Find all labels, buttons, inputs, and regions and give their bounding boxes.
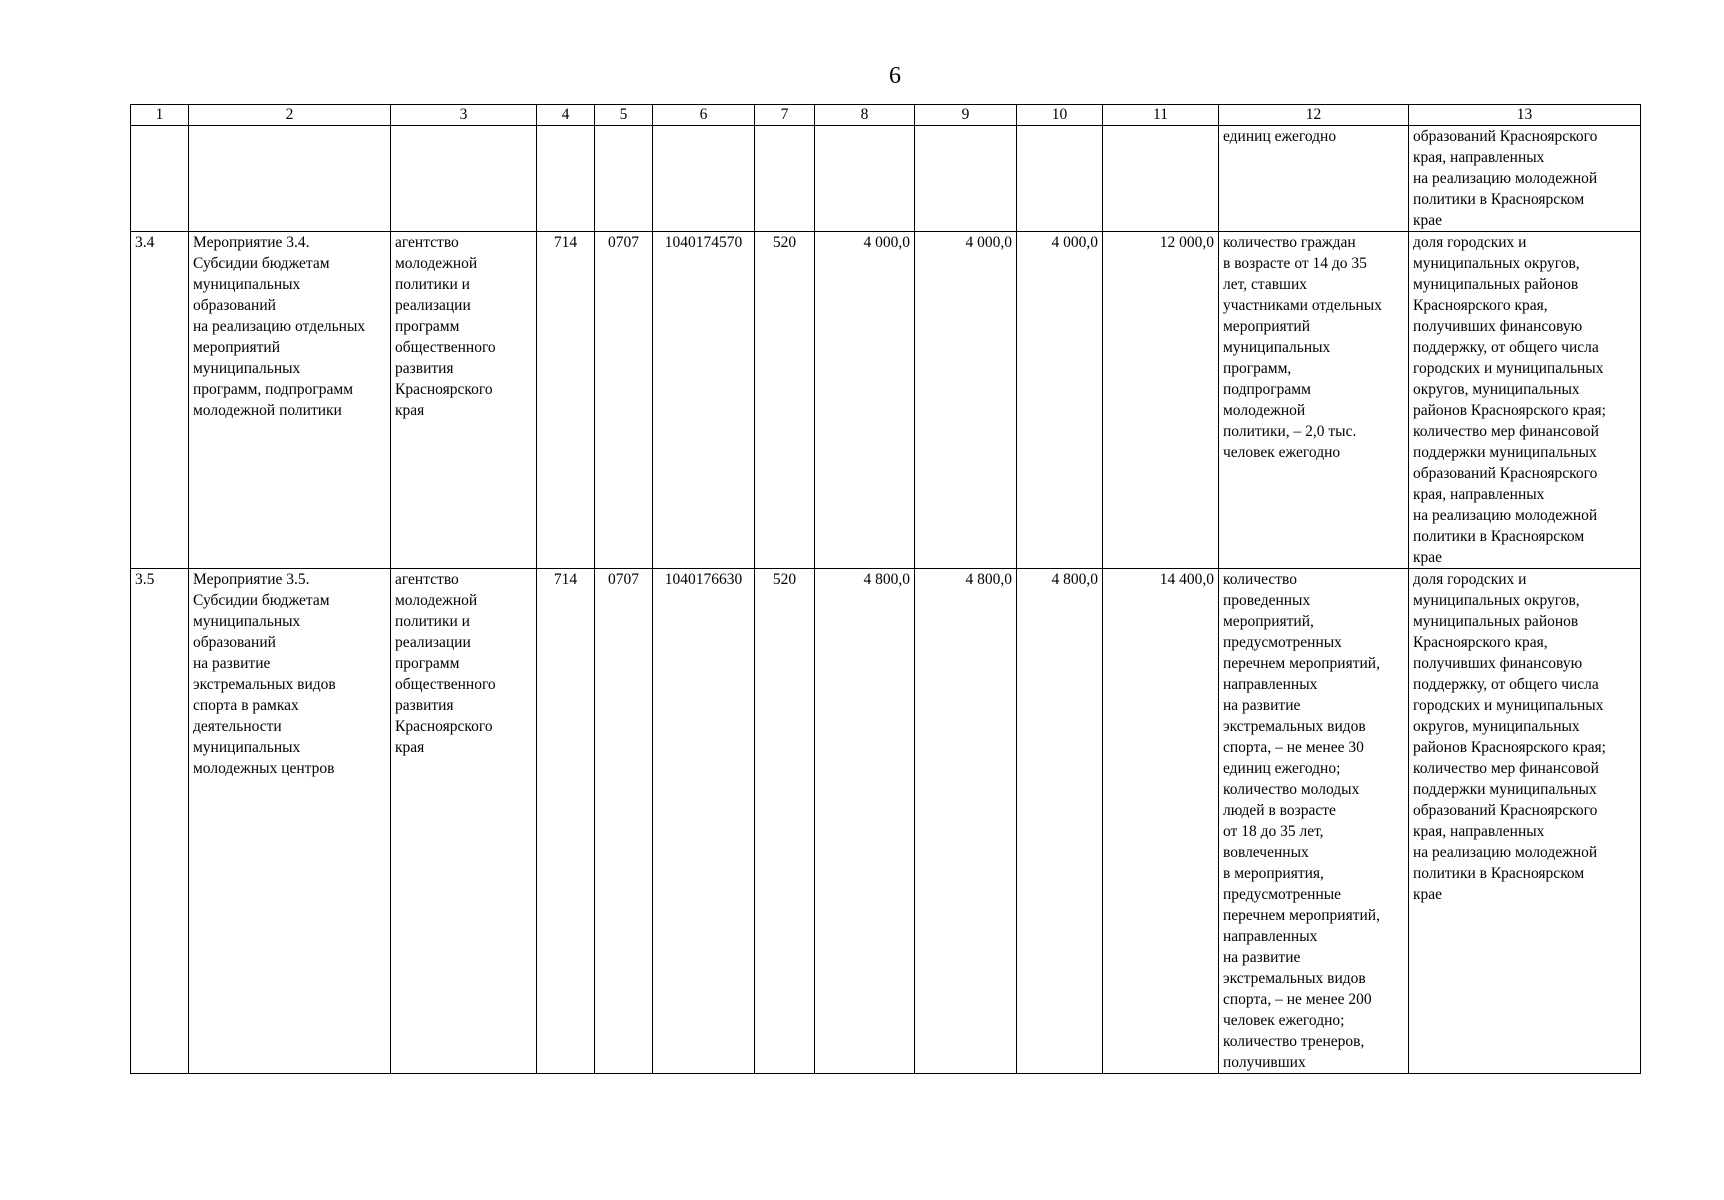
grbs-code-cell: 714: [537, 569, 595, 1074]
column-number-cell: 10: [1017, 105, 1103, 126]
program-measures-table: [130, 104, 1641, 1074]
table-row: [131, 569, 1641, 1074]
expense-type-cell: 520: [755, 569, 815, 1074]
target-indicator-cell: доля городских и муниципальных округов, муниципальных районов Красноярского края, получивших финансовую поддержку, от общего числа городских и муниципальных округов, муниципальных районов Красноярского края; количество мер финансовой поддержки муниципальных образований Красноярского края, направленных на реализацию молодежной политики в Красноярском крае: [1409, 569, 1641, 1074]
amount-cell: 4 000,0: [1017, 232, 1103, 569]
measure-name-cell: Мероприятие 3.4. Субсидии бюджетам муниципальных образований на реализацию отдельных мероприятий муниципальных программ, подпрограмм молодежной политики: [189, 232, 391, 569]
expense-type-cell: 520: [755, 232, 815, 569]
target-item-code-cell: 1040174570: [653, 232, 755, 569]
amount-cell: 4 800,0: [1017, 569, 1103, 1074]
target-indicator-cell: доля городских и муниципальных округов, муниципальных районов Красноярского края, получивших финансовую поддержку, от общего числа городских и муниципальных округов, муниципальных районов Красноярского края; количество мер финансовой поддержки муниципальных образований Красноярского края, направленных на реализацию молодежной политики в Красноярском крае: [1409, 232, 1641, 569]
indicator-cell: количество граждан в возрасте от 14 до 35 лет, ставших участниками отдельных мероприятий муниципальных программ, подпрограмм молодежной политики, – 2,0 тыс. человек ежегодно: [1219, 232, 1409, 569]
column-number-cell: 7: [755, 105, 815, 126]
amount-cell: 4 800,0: [815, 569, 915, 1074]
amount-cell: 4 800,0: [915, 569, 1017, 1074]
column-number-cell: 2: [189, 105, 391, 126]
column-number-cell: 1: [131, 105, 189, 126]
page-number: 6: [889, 63, 901, 89]
indicator-cell: единиц ежегодно: [1219, 126, 1409, 232]
target-item-code-cell: 1040176630: [653, 569, 755, 1074]
column-number-cell: 12: [1219, 105, 1409, 126]
section-code-cell: 0707: [595, 569, 653, 1074]
column-number-row: [131, 105, 1641, 126]
column-number-cell: 3: [391, 105, 537, 126]
amount-cell: 4 000,0: [915, 232, 1017, 569]
amount-cell: 4 000,0: [815, 232, 915, 569]
row-number-cell: 3.4: [131, 232, 189, 569]
column-number-cell: 4: [537, 105, 595, 126]
target-indicator-cell: образований Красноярского края, направленных на реализацию молодежной политики в Красноярском крае: [1409, 126, 1641, 232]
column-number-cell: 11: [1103, 105, 1219, 126]
measure-name-cell: Мероприятие 3.5. Субсидии бюджетам муниципальных образований на развитие экстремальных видов спорта в рамках деятельности муниципальных молодежных центров: [189, 569, 391, 1074]
executor-cell: агентство молодежной политики и реализации программ общественного развития Красноярского края: [391, 232, 537, 569]
row-number-cell: 3.5: [131, 569, 189, 1074]
total-amount-cell: 12 000,0: [1103, 232, 1219, 569]
column-number-cell: 6: [653, 105, 755, 126]
executor-cell: агентство молодежной политики и реализации программ общественного развития Красноярского края: [391, 569, 537, 1074]
section-code-cell: 0707: [595, 232, 653, 569]
column-number-cell: 8: [815, 105, 915, 126]
continuation-row: [131, 126, 1641, 232]
column-number-cell: 9: [915, 105, 1017, 126]
grbs-code-cell: 714: [537, 232, 595, 569]
total-amount-cell: 14 400,0: [1103, 569, 1219, 1074]
table-row: [131, 232, 1641, 569]
column-number-cell: 13: [1409, 105, 1641, 126]
column-number-cell: 5: [595, 105, 653, 126]
indicator-cell: количество проведенных мероприятий, предусмотренных перечнем мероприятий, направленных на развитие экстремальных видов спорта, – не менее 30 единиц ежегодно; количество молодых людей в возрасте от 18 до 35 лет, вовлеченных в мероприятия, предусмотренные перечнем мероприятий, направленных на развитие экстремальных видов спорта, – не менее 200 человек ежегодно; количество тренеров, получивших: [1219, 569, 1409, 1074]
